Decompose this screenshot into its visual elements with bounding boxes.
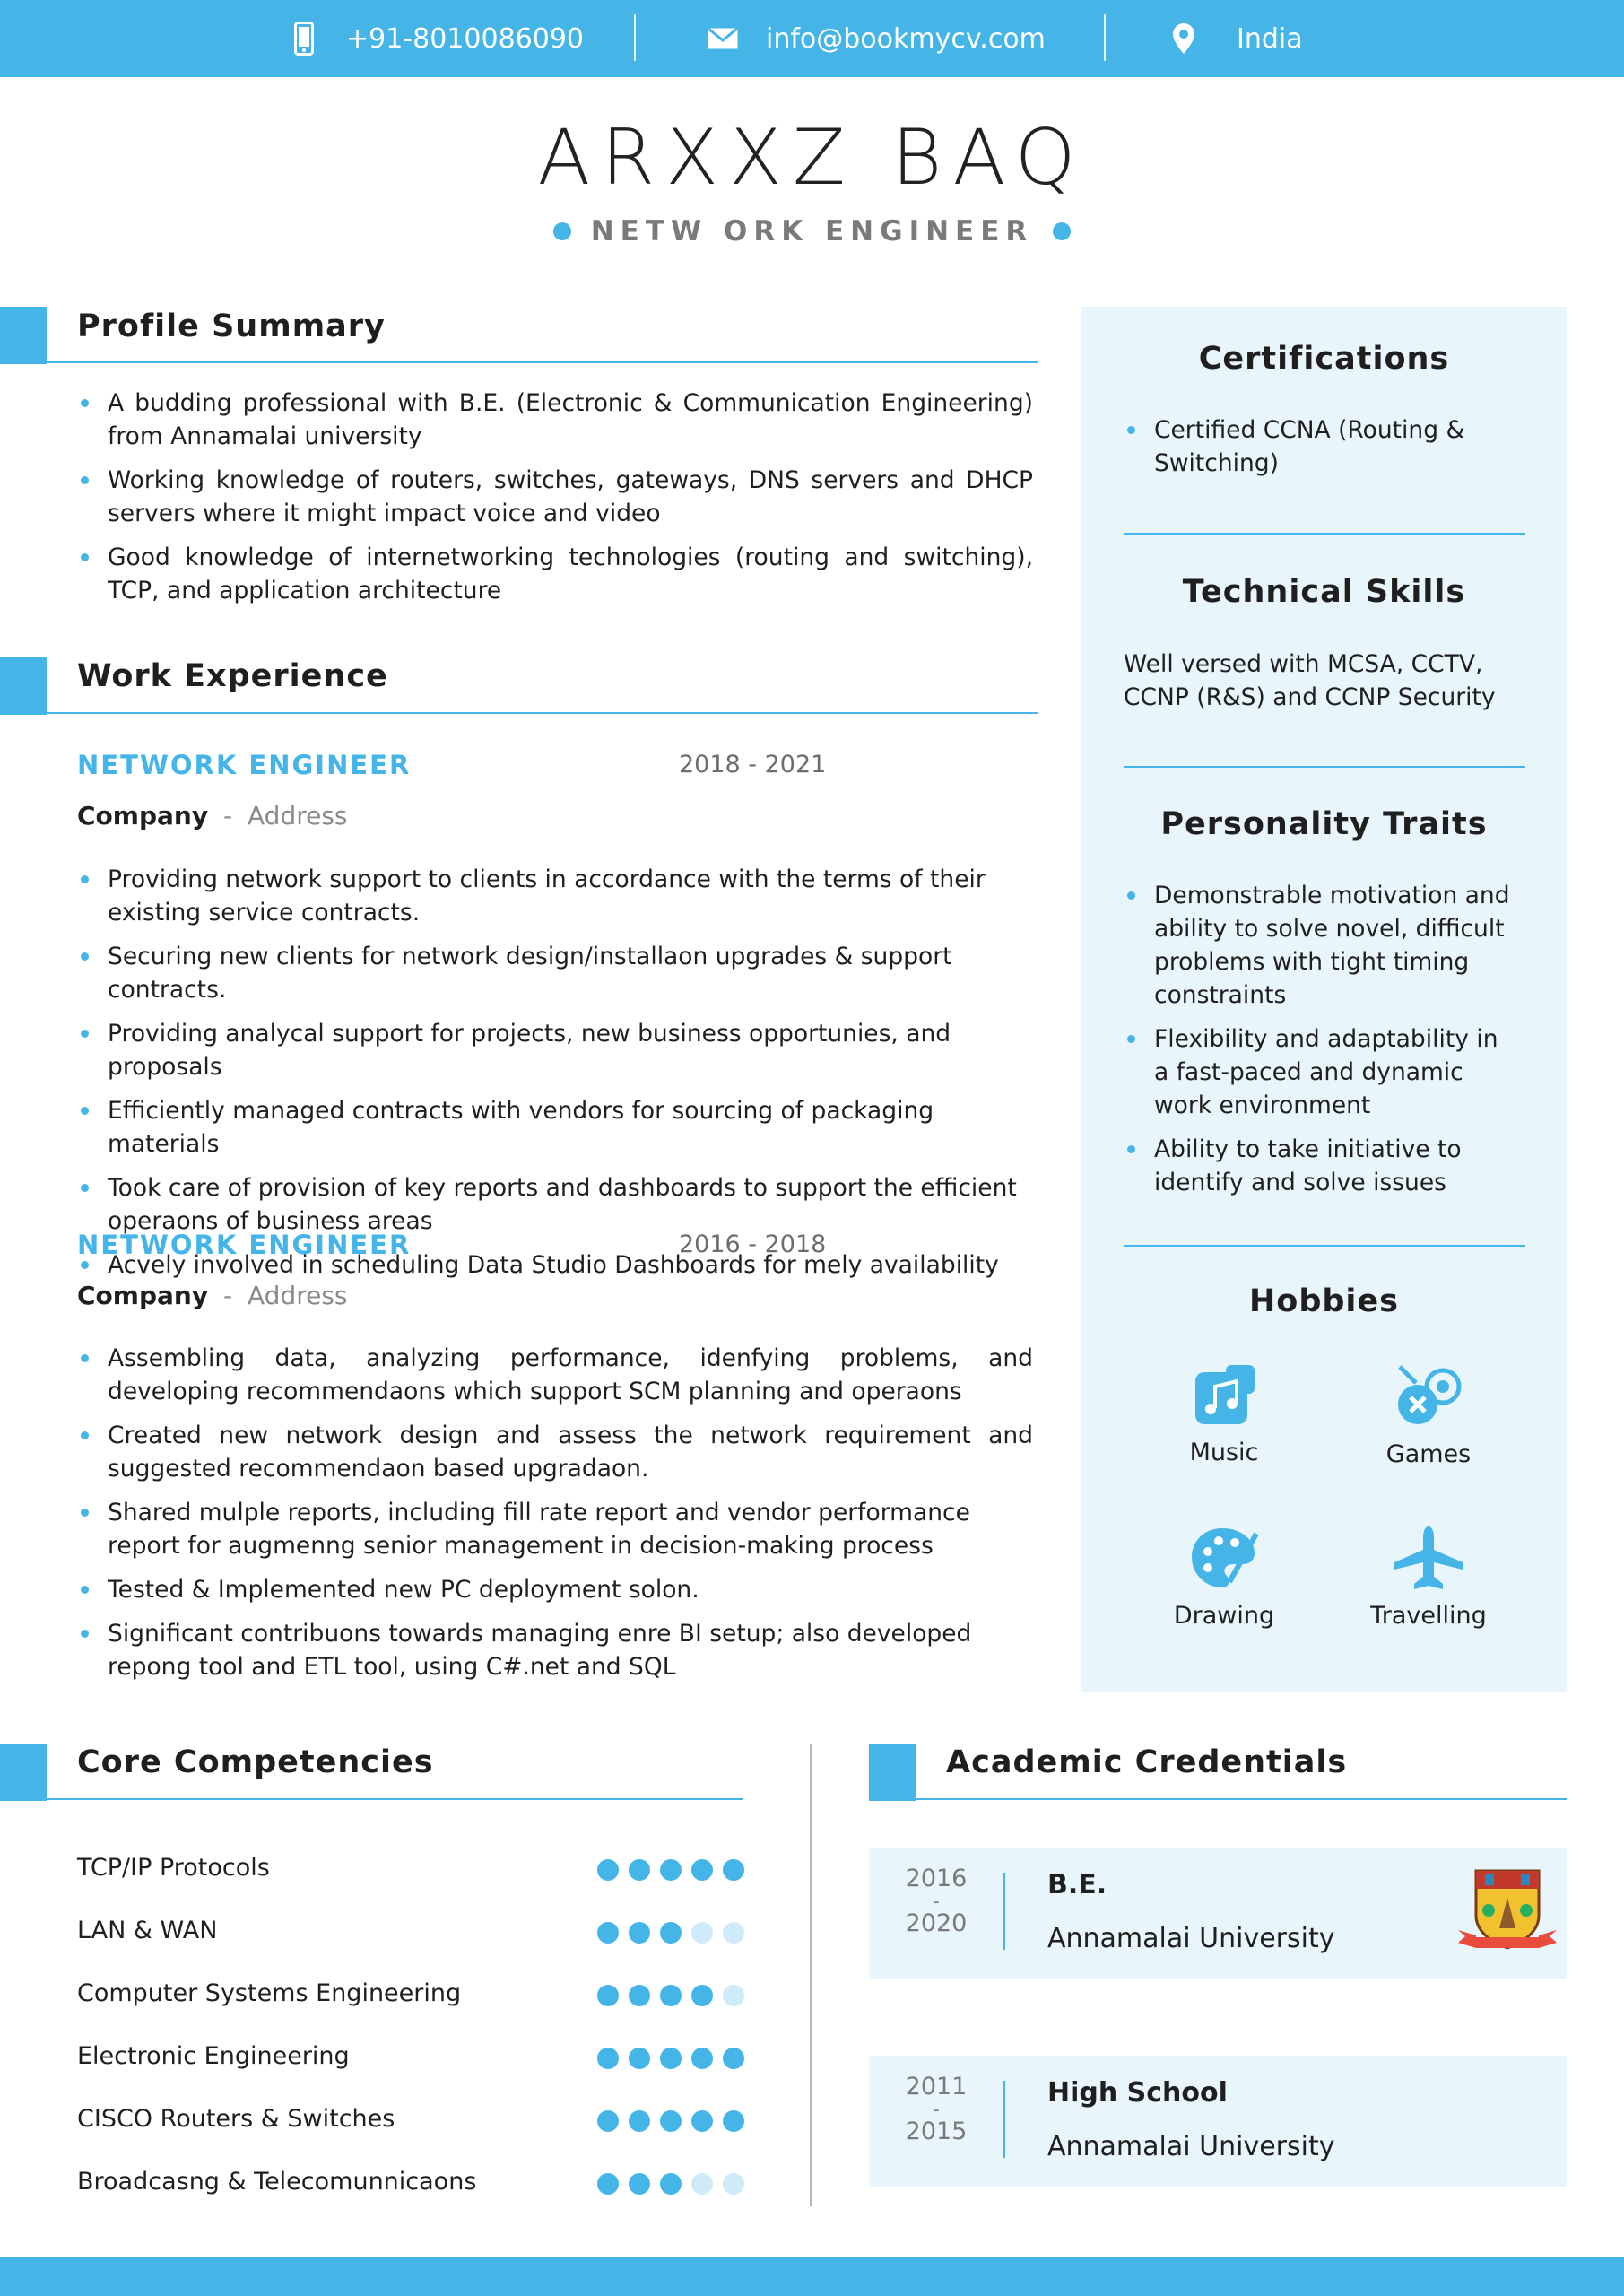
rating-dot-empty bbox=[723, 1985, 744, 2006]
rating-dot-filled bbox=[597, 1922, 619, 1944]
list-item: Created new network design and assess the network requirement and suggested recommendaon based upgradaon. bbox=[77, 1419, 1033, 1485]
competency-label: LAN & WAN bbox=[77, 1917, 218, 1944]
list-item: Took care of provision of key reports and dashboards to support the efficient operaons of business areas bbox=[77, 1171, 1046, 1238]
competency-row bbox=[77, 2168, 741, 2204]
rating-dot-filled bbox=[660, 2048, 682, 2069]
skills-text: Well versed with MCSA, CCTV, CCNP (R&S) and CCNP Security bbox=[1124, 650, 1496, 711]
list-item: Good knowledge of internetworking technologies (routing and switching), TCP, and application architecture bbox=[77, 541, 1033, 607]
divider bbox=[1104, 14, 1106, 61]
games-icon bbox=[1393, 1416, 1464, 1433]
academic-years bbox=[869, 2074, 1003, 2145]
competency-rating bbox=[597, 1859, 744, 1881]
academic-divider bbox=[1003, 2081, 1005, 2158]
list-item: Acvely involved in scheduling Data Studio Dashboards for mely availability bbox=[77, 1248, 1046, 1282]
drawing-icon bbox=[1188, 1578, 1260, 1595]
rating-dot-filled bbox=[691, 2048, 713, 2069]
list-item: Ability to take initiative to identify and solve issues bbox=[1124, 1133, 1518, 1199]
rating-dot-filled bbox=[723, 2048, 744, 2069]
skills-heading: Technical Skills bbox=[1182, 574, 1466, 610]
contact-bar bbox=[0, 0, 1624, 77]
rating-dot-empty bbox=[723, 1922, 744, 1944]
competency-row bbox=[77, 1917, 741, 1952]
academic-card bbox=[869, 1848, 1567, 1979]
rating-dot-filled bbox=[597, 2173, 619, 2195]
academic-divider bbox=[1003, 1873, 1005, 1950]
year-start: 2011 bbox=[905, 2073, 968, 2100]
role-title: NETW ORK ENGINEER bbox=[590, 215, 1034, 248]
job-company bbox=[77, 1281, 348, 1310]
traits-list bbox=[1124, 879, 1518, 1210]
sidebar-divider bbox=[1124, 533, 1525, 535]
footer-bar bbox=[0, 2257, 1624, 2296]
rating-dot-filled bbox=[597, 2048, 619, 2069]
rating-dot-filled bbox=[597, 2110, 619, 2132]
hobbies-heading: Hobbies bbox=[1248, 1283, 1399, 1319]
list-item: Flexibility and adaptability in a fast-paced and dynamic work environment bbox=[1124, 1022, 1518, 1122]
competency-rating bbox=[597, 2110, 744, 2132]
rating-dot-filled bbox=[629, 1859, 650, 1881]
rating-dot-empty bbox=[723, 2173, 744, 2195]
competency-label: CISCO Routers & Switches bbox=[77, 2105, 395, 2133]
competency-row bbox=[77, 1854, 741, 1890]
competency-row bbox=[77, 1979, 741, 2015]
hobby-label: Music bbox=[1189, 1439, 1259, 1466]
rating-dot-filled bbox=[660, 1859, 682, 1881]
section-rule bbox=[916, 1798, 1567, 1800]
hobby-label: Games bbox=[1385, 1440, 1472, 1468]
rating-dot-filled bbox=[660, 2110, 682, 2132]
list-item: Providing network support to clients in accordance with the terms of their existing service contracts. bbox=[77, 863, 1046, 929]
certifications-heading: Certifications bbox=[1198, 341, 1450, 377]
mail-icon bbox=[707, 27, 739, 50]
competency-row bbox=[77, 2105, 741, 2141]
rating-dot-filled bbox=[723, 2110, 744, 2132]
academic-years bbox=[869, 1866, 1003, 1937]
rating-dot-filled bbox=[660, 1985, 682, 2006]
company-address: Address bbox=[248, 1281, 348, 1310]
rating-dot-filled bbox=[629, 2110, 650, 2132]
company-separator: - bbox=[223, 801, 233, 831]
company-name: Company bbox=[77, 1281, 209, 1310]
hobby-drawing bbox=[1134, 1525, 1314, 1630]
job-company bbox=[77, 801, 348, 831]
year-separator: - bbox=[933, 2099, 940, 2120]
list-item: Assembling data, analyzing performance, idenfying problems, and developing recommendaons which support SCM planning and operaons bbox=[77, 1342, 1033, 1408]
traits-heading: Personality Traits bbox=[1160, 806, 1488, 842]
section-rule bbox=[47, 712, 1038, 714]
company-address: Address bbox=[248, 801, 348, 831]
phone-contact[interactable] bbox=[294, 0, 584, 77]
academic-card bbox=[869, 2056, 1567, 2187]
competency-rating bbox=[597, 1985, 744, 2006]
job-duties-list bbox=[77, 1342, 1033, 1694]
section-marker bbox=[0, 307, 47, 364]
column-divider bbox=[810, 1744, 812, 2206]
university-emblem bbox=[1455, 1866, 1560, 1959]
phone-icon bbox=[294, 22, 314, 56]
profile-heading: Profile Summary bbox=[77, 309, 386, 344]
list-item: Demonstrable motivation and ability to solve novel, difficult problems with tight timing constraints bbox=[1124, 879, 1518, 1012]
year-separator: - bbox=[933, 1891, 940, 1912]
rating-dot-filled bbox=[597, 1985, 619, 2006]
section-marker bbox=[0, 657, 47, 715]
list-item: Providing analycal support for projects, new business opportunies, and proposals bbox=[77, 1017, 1046, 1083]
section-marker bbox=[869, 1744, 916, 1801]
academic-university: Annamalai University bbox=[1047, 1923, 1335, 1954]
job-title: NETWORK ENGINEER bbox=[77, 750, 412, 780]
role-dot-right bbox=[1053, 222, 1071, 240]
competency-label: Computer Systems Engineering bbox=[77, 1979, 462, 2007]
academic-degree: High School bbox=[1047, 2077, 1228, 2109]
section-marker bbox=[0, 1744, 47, 1801]
job-years: 2016 - 2018 bbox=[679, 1231, 827, 1258]
company-separator: - bbox=[223, 1281, 233, 1310]
section-rule bbox=[47, 1798, 743, 1800]
rating-dot-filled bbox=[629, 2048, 650, 2069]
rating-dot-filled bbox=[660, 1922, 682, 1944]
rating-dot-empty bbox=[691, 2173, 713, 2195]
list-item: Tested & Implemented new PC deployment solon. bbox=[77, 1573, 1033, 1606]
rating-dot-filled bbox=[723, 1859, 744, 1881]
competency-label: TCP/IP Protocols bbox=[77, 1854, 270, 1882]
rating-dot-filled bbox=[691, 1985, 713, 2006]
hobby-travelling bbox=[1339, 1525, 1518, 1630]
hobby-games bbox=[1339, 1363, 1518, 1468]
year-start: 2016 bbox=[905, 1865, 968, 1892]
rating-dot-filled bbox=[629, 2173, 650, 2195]
rating-dot-filled bbox=[660, 2173, 682, 2195]
rating-dot-filled bbox=[629, 1985, 650, 2006]
list-item: Certified CCNA (Routing & Switching) bbox=[1124, 413, 1518, 480]
hobby-label: Travelling bbox=[1370, 1602, 1487, 1630]
list-item: Shared mulple reports, including fill rate report and vendor performance report for augmenng senior management in decision-making process bbox=[77, 1496, 1033, 1562]
location-contact bbox=[1172, 0, 1303, 77]
academic-university: Annamalai University bbox=[1047, 2131, 1335, 2162]
music-icon bbox=[1190, 1414, 1258, 1431]
rating-dot-filled bbox=[597, 1859, 619, 1881]
profile-list bbox=[77, 387, 1033, 618]
company-name: Company bbox=[77, 801, 209, 831]
job-years: 2018 - 2021 bbox=[679, 751, 827, 778]
experience-heading: Work Experience bbox=[77, 658, 388, 694]
role-line bbox=[0, 215, 1624, 248]
email-address: info@bookmycv.com bbox=[766, 22, 1046, 55]
year-end: 2015 bbox=[905, 2118, 968, 2145]
section-rule bbox=[47, 361, 1038, 363]
travelling-icon bbox=[1393, 1578, 1464, 1595]
competencies-heading: Core Competencies bbox=[77, 1744, 434, 1780]
competency-label: Broadcasng & Telecomunnicaons bbox=[77, 2168, 477, 2196]
hobby-label: Drawing bbox=[1173, 1602, 1275, 1630]
rating-dot-filled bbox=[629, 1922, 650, 1944]
location-text: India bbox=[1237, 22, 1303, 55]
rating-dot-filled bbox=[691, 2110, 713, 2132]
competency-row bbox=[77, 2042, 741, 2078]
competency-rating bbox=[597, 1922, 744, 1944]
rating-dot-empty bbox=[691, 1922, 713, 1944]
hobby-music bbox=[1134, 1363, 1314, 1466]
list-item: Efficiently managed contracts with vendors for sourcing of packaging materials bbox=[77, 1094, 1046, 1161]
candidate-name: ARXXZ BAQ bbox=[537, 113, 1087, 203]
certifications-list bbox=[1124, 413, 1518, 491]
sidebar-divider bbox=[1124, 1245, 1525, 1247]
job-duties-list bbox=[77, 863, 1046, 1292]
location-pin-icon bbox=[1172, 22, 1195, 55]
rating-dot-filled bbox=[691, 1859, 713, 1881]
role-dot-left bbox=[553, 222, 571, 240]
email-contact[interactable] bbox=[707, 0, 1046, 77]
competency-rating bbox=[597, 2173, 744, 2195]
competency-label: Electronic Engineering bbox=[77, 2042, 350, 2070]
list-item: Significant contribuons towards managing enre BI setup; also developed repong tool and ETL tool, using C#.net and SQL bbox=[77, 1617, 1033, 1683]
list-item: Working knowledge of routers, switches, gateways, DNS servers and DHCP servers where it might impact voice and video bbox=[77, 464, 1033, 530]
list-item: Securing new clients for network design/installaon upgrades & support contracts. bbox=[77, 940, 1046, 1006]
competency-rating bbox=[597, 2048, 744, 2069]
academic-degree: B.E. bbox=[1047, 1869, 1107, 1900]
job-title: NETWORK ENGINEER bbox=[77, 1230, 412, 1260]
list-item: A budding professional with B.E. (Electronic & Communication Engineering) from Annamalai university bbox=[77, 387, 1033, 453]
academics-heading: Academic Credentials bbox=[946, 1744, 1348, 1780]
phone-number: +91-8010086090 bbox=[346, 22, 585, 55]
year-end: 2020 bbox=[905, 1909, 968, 1937]
sidebar-divider bbox=[1124, 766, 1525, 768]
divider bbox=[634, 14, 636, 61]
